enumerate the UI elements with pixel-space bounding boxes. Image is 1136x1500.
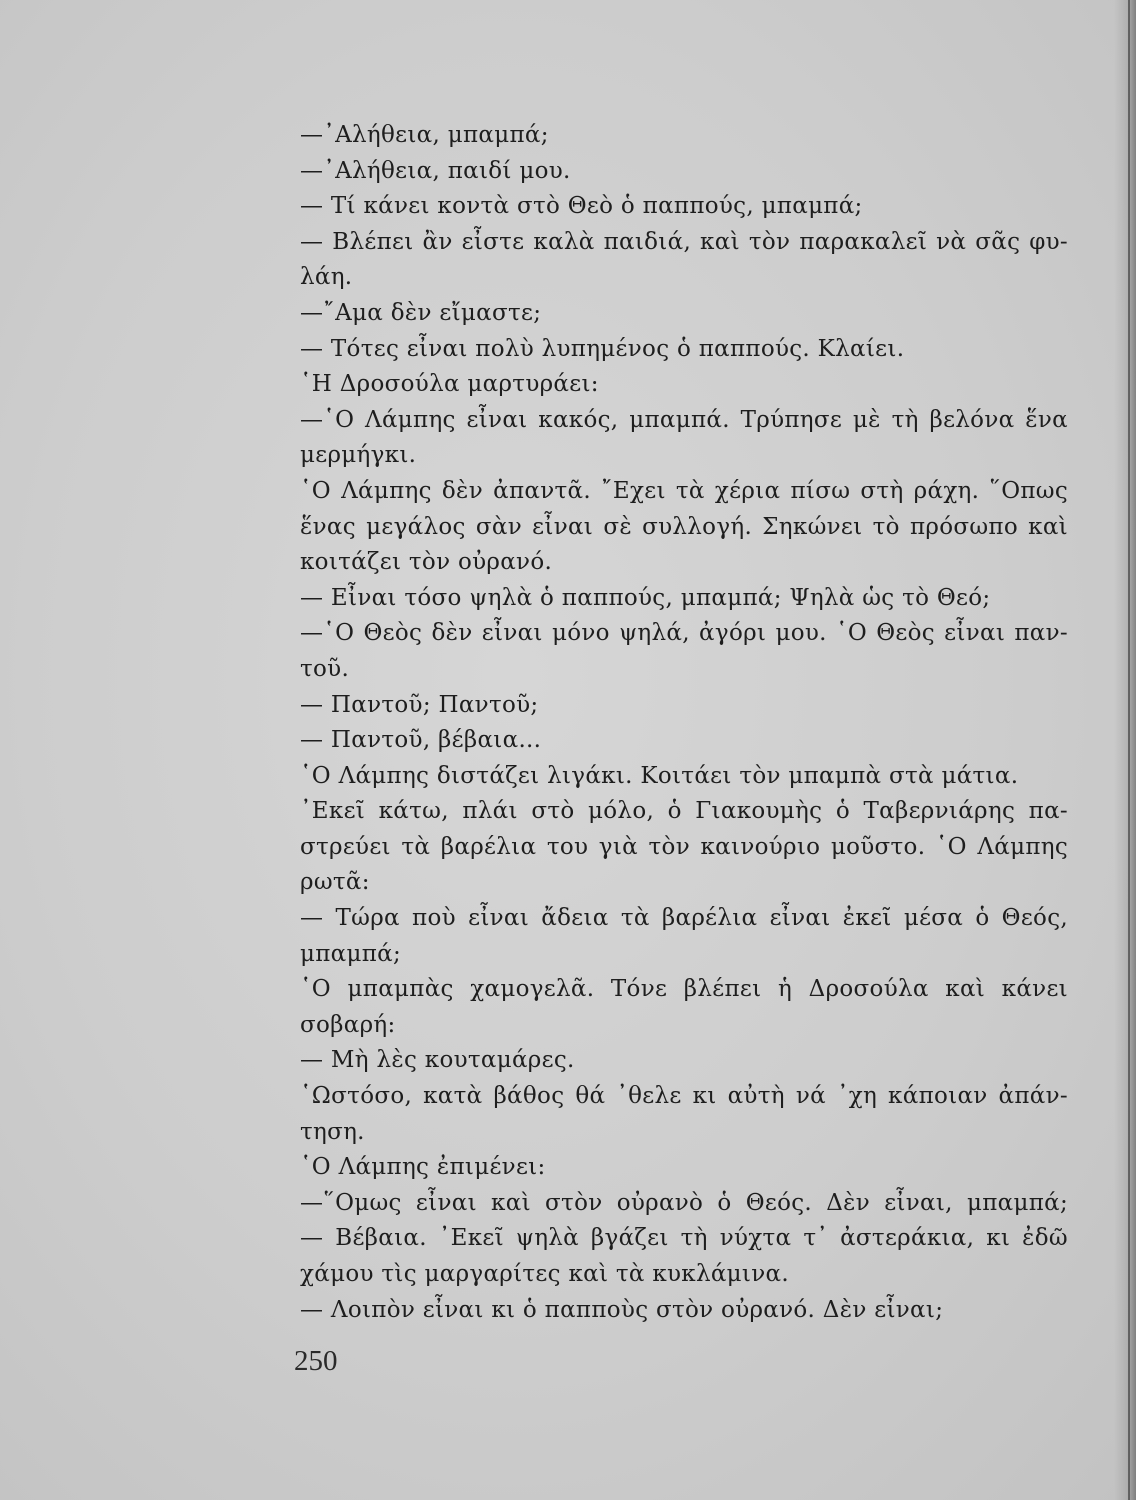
text-line: ῾Ο μπαμπὰς χαμογελᾶ. Τόνε βλέπει ἡ Δροσούλα καὶ κάνει [300, 976, 1068, 1003]
page-edge-shadow [1114, 0, 1136, 1500]
text-line: ῾Η Δροσούλα μαρτυράει: [300, 371, 599, 398]
text-line: τηση. [300, 1118, 365, 1145]
text-line: ᾿Εκεῖ κάτω, πλάι στὸ μόλο, ὁ Γιακουμὴς ὁ Ταβερνιάρης πα- [300, 798, 1068, 825]
text-line: ῾Ο Λάμπης δὲν ἀπαντᾶ. ῎Εχει τὰ χέρια πίσω στὴ ράχη. ῞Οπως [300, 477, 1068, 504]
text-line: —᾿Αλήθεια, παιδί μου. [300, 157, 571, 184]
text-line: ρωτᾶ: [300, 869, 370, 896]
text-line: ἕνας μεγάλος σὰν εἶναι σὲ συλλογή. Σηκώνει τὸ πρόσωπο καὶ [300, 513, 1068, 540]
text-line: τοῦ. [300, 655, 350, 682]
page-edge-line [1128, 0, 1130, 1500]
text-line: —῾Ο Λάμπης εἶναι κακός, μπαμπά. Τρύπησε μὲ τὴ βελόνα ἕνα [300, 406, 1068, 433]
text-line: — Εἶναι τόσο ψηλὰ ὁ παππούς, μπαμπά; Ψηλὰ ὡς τὸ Θεό; [300, 584, 991, 611]
text-line: ῾Ωστόσο, κατὰ βάθος θά ᾿θελε κι αὐτὴ νά ᾿χη κάποιαν ἀπάν- [300, 1083, 1068, 1110]
text-line: ῾Ο Λάμπης ἐπιμένει: [300, 1154, 546, 1181]
text-line: λάη. [300, 264, 353, 291]
text-line: —῞Ομως εἶναι καὶ στὸν οὐρανὸ ὁ Θεός. Δὲν εἶναι, μπαμπά; [300, 1189, 1068, 1216]
text-line: — Λοιπὸν εἶναι κι ὁ παπποὺς στὸν οὐρανό. Δὲν εἶναι; [300, 1296, 944, 1323]
text-line: χάμου τὶς μαργαρίτες καὶ τὰ κυκλάμινα. [300, 1261, 789, 1287]
text-line: κοιτάζει τὸν οὐρανό. [300, 549, 553, 576]
text-line: — Παντοῦ; Παντοῦ; [300, 691, 539, 718]
body-text [300, 118, 1068, 1328]
text-line: — Βέβαια. ᾿Εκεῖ ψηλὰ βγάζει τὴ νύχτα τ᾿ ἀστεράκια, κι ἐδῶ [300, 1225, 1068, 1252]
text-line: — Μὴ λὲς κουταμάρες. [300, 1047, 575, 1074]
text-line: —῎Αμα δὲν εἴμαστε; [300, 299, 542, 326]
text-line: — Τί κάνει κοντὰ στὸ Θεὸ ὁ παππούς, μπαμπά; [300, 193, 863, 220]
text-line: ῾Ο Λάμπης διστάζει λιγάκι. Κοιτάει τὸν μπαμπὰ στὰ μάτια. [300, 762, 1019, 789]
text-line: — Βλέπει ἂν εἶστε καλὰ παιδιά, καὶ τὸν παρακαλεῖ νὰ σᾶς φυ- [300, 228, 1068, 255]
text-line: —῾Ο Θεὸς δὲν εἶναι μόνο ψηλά, ἀγόρι μου. ῾Ο Θεὸς εἶναι παν- [300, 620, 1068, 647]
text-line: μπαμπά; [300, 940, 402, 967]
page-number: 250 [294, 1345, 338, 1377]
text-line: σοβαρή: [300, 1011, 396, 1038]
text-line: — Τώρα ποὺ εἶναι ἄδεια τὰ βαρέλια εἶναι ἐκεῖ μέσα ὁ Θεός, [300, 905, 1068, 932]
text-line: — Παντοῦ, βέβαια... [300, 727, 542, 754]
text-line: —᾿Αλήθεια, μπαμπά; [300, 122, 549, 148]
text-line: μερμήγκι. [300, 442, 417, 469]
text-line: στρεύει τὰ βαρέλια του γιὰ τὸν καινούριο μοῦστο. ῾Ο Λάμπης [300, 833, 1068, 860]
text-line: — Τότες εἶναι πολὺ λυπημένος ὁ παππούς. Κλαίει. [300, 335, 905, 362]
